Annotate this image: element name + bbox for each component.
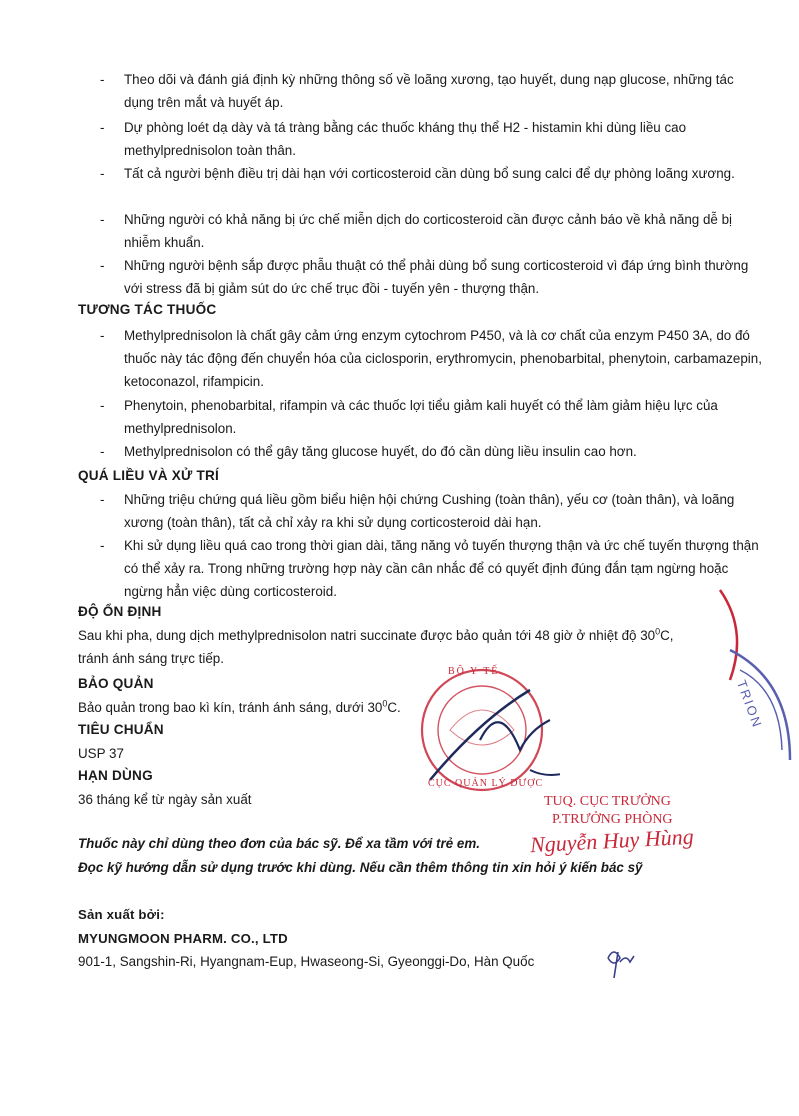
list-item: Methylprednisolon có thể gây tăng glucose huyết, do đó cần dùng liều insulin cao hơn.	[124, 444, 637, 459]
blue-seal-text: TRION	[733, 678, 766, 731]
bullet-dash: -	[100, 398, 105, 413]
manufacturer-label: Sản xuất bởi:	[78, 907, 165, 922]
expiry-text: 36 tháng kể từ ngày sản xuất	[78, 792, 252, 807]
bullet-dash: -	[100, 72, 105, 87]
bullet-dash: -	[100, 258, 105, 273]
bullet-dash: -	[100, 538, 105, 553]
manufacturer-address: 901-1, Sangshin-Ri, Hyangnam-Eup, Hwaseong-Si, Gyeonggi-Do, Hàn Quốc	[78, 954, 535, 969]
bullet-dash: -	[100, 328, 105, 343]
warning-line-1: Thuốc này chỉ dùng theo đơn của bác sỹ. Để xa tầm với trẻ em.	[78, 836, 480, 851]
section-heading-expiry: HẠN DÙNG	[78, 768, 153, 783]
seal-bottom-text: CỤC QUẢN LÝ DƯỢC	[428, 778, 544, 789]
list-item: Những triệu chứng quá liều gồm biểu hiện hội chứng Cushing (toàn thân), yếu cơ (toàn thân), và loãng xương (toàn thân), tất cả chỉ xảy ra khi sử dụng corticosteroid dài hạn.	[124, 492, 735, 530]
section-heading-storage: BẢO QUẢN	[78, 676, 154, 691]
list-item: Những người có khả năng bị ức chế miễn dịch do corticosteroid cần được cảnh báo về khả năng dễ bị nhiễm khuẩn.	[124, 212, 732, 250]
bullet-dash: -	[100, 120, 105, 135]
stability-line2: tránh ánh sáng trực tiếp.	[78, 651, 224, 666]
storage-unit: C.	[387, 700, 401, 715]
stability-unit: C,	[660, 628, 674, 643]
list-item: Khi sử dụng liều quá cao trong thời gian dài, tăng năng vỏ tuyến thượng thận và ức chế tuyến thượng thận có thể xảy ra. Trong những trường hợp này cần cân nhắc để có quyết định đúng đắn tạm ngừng hoặc ngừng hẳn việc dùng corticosteroid.	[124, 538, 759, 599]
bullet-dash: -	[100, 492, 105, 507]
bullet-dash: -	[100, 212, 105, 227]
storage-line: Bảo quản trong bao kì kín, tránh ánh sáng, dưới 30	[78, 700, 383, 715]
standard-text: USP 37	[78, 746, 124, 761]
stamp-line-1: TUQ. CỤC TRƯỞNG	[544, 794, 671, 809]
list-item: Dự phòng loét dạ dày và tá tràng bằng các thuốc kháng thụ thể H2 - histamin khi dùng liều cao methylprednisolon toàn thân.	[124, 120, 687, 158]
bullet-dash: -	[100, 166, 105, 181]
section-heading-interactions: TƯƠNG TÁC THUỐC	[78, 302, 217, 317]
stamp-signature-name: Nguyễn Huy Hùng	[529, 823, 695, 858]
degree-mark: 0	[382, 698, 388, 709]
section-heading-overdose: QUÁ LIỀU VÀ XỬ TRÍ	[78, 468, 220, 483]
list-item: Theo dõi và đánh giá định kỳ những thông số về loãng xương, tạo huyết, dung nạp glucose, những tác dụng trên mắt và huyết áp.	[124, 72, 734, 110]
section-heading-stability: ĐỘ ỔN ĐỊNH	[78, 604, 162, 619]
degree-mark: 0	[655, 626, 661, 637]
seal-top-text: BỘ Y TẾ	[448, 666, 500, 677]
initials-mark	[600, 940, 640, 980]
warning-line-2: Đọc kỹ hướng dẫn sử dụng trước khi dùng. Nếu cần thêm thông tin xin hỏi ý kiến bác sỹ	[78, 860, 643, 875]
stamp-line-2: P.TRƯỞNG PHÒNG	[552, 812, 673, 827]
manufacturer-name: MYUNGMOON PHARM. CO., LTD	[78, 931, 288, 946]
list-item: Phenytoin, phenobarbital, rifampin và các thuốc lợi tiểu giảm kali huyết có thể làm giảm hiệu lực của methylprednisolon.	[124, 398, 718, 436]
stability-line1: Sau khi pha, dung dịch methylprednisolon natri succinate được bảo quản tới 48 giờ ở nhiệt độ 30	[78, 628, 656, 643]
section-heading-standard: TIÊU CHUẨN	[78, 722, 164, 737]
list-item: Methylprednisolon là chất gây cảm ứng enzym cytochrom P450, và là cơ chất của enzym P450 3A, do đó thuốc này tác động đến chuyển hóa của ciclosporin, erythromycin, phenobarbital, phenytoin, carbamazepin, ketoconazol, rifampicin.	[124, 328, 762, 389]
list-item: Những người bệnh sắp được phẫu thuật có thể phải dùng bổ sung corticosteroid vì đáp ứng bình thường với stress đã bị giảm sút do ức chế trục đồi - tuyến yên - thượng thận.	[124, 258, 749, 296]
bullet-dash: -	[100, 444, 105, 459]
list-item: Tất cả người bệnh điều trị dài hạn với corticosteroid cần dùng bổ sung calci để dự phòng loãng xương.	[124, 166, 735, 181]
